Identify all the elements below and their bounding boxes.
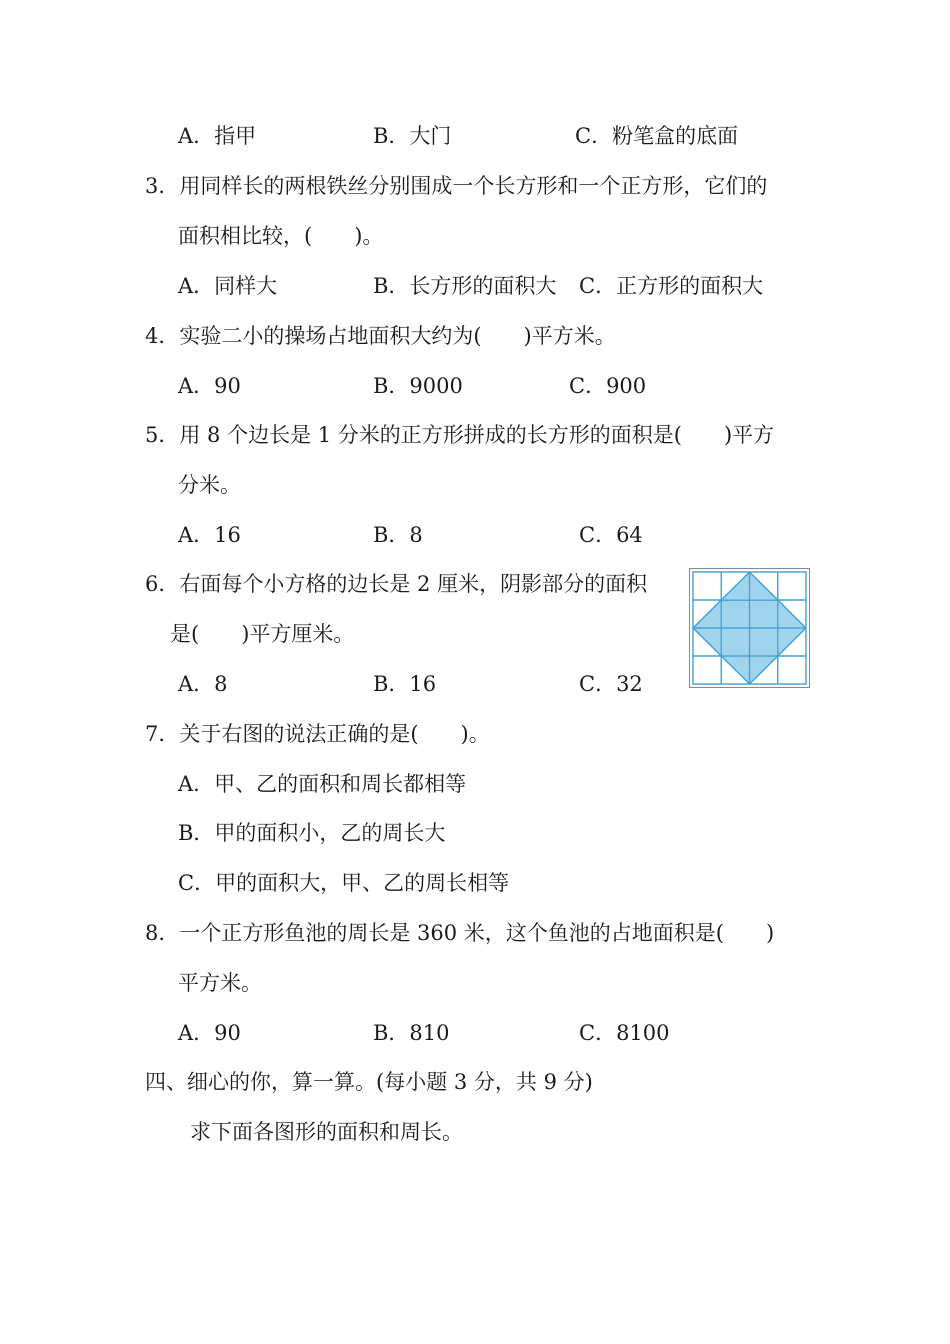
q2-option-c: C．粉笔盒的底面 — [575, 124, 739, 148]
q6-option-a: A．8 — [178, 672, 228, 696]
section4-title: 四、细心的你，算一算。(每小题 3 分，共 9 分) — [145, 1070, 593, 1094]
q2-option-b: B．大门 — [373, 124, 452, 148]
q8-stem-line1: 8．一个正方形鱼池的周长是 360 米，这个鱼池的占地面积是( ) — [145, 921, 775, 945]
q4-option-a: A．90 — [178, 374, 241, 398]
q5-stem-line1: 5．用 8 个边长是 1 分米的正方形拼成的长方形的面积是( )平方 — [145, 423, 775, 447]
q8-option-c: C．8100 — [579, 1021, 670, 1045]
q7-stem: 7．关于右图的说法正确的是( )。 — [145, 722, 490, 746]
q3-stem-line2: 面积相比较，( )。 — [178, 224, 384, 248]
q7-option-c: C．甲的面积大，甲、乙的周长相等 — [178, 871, 510, 895]
q3-option-a: A．同样大 — [178, 274, 278, 298]
q3-option-c: C．正方形的面积大 — [579, 274, 764, 298]
q3-stem-line1: 3．用同样长的两根铁丝分别围成一个长方形和一个正方形，它们的 — [145, 174, 768, 198]
section4-instruction: 求下面各图形的面积和周长。 — [190, 1120, 463, 1144]
q4-option-c: C．900 — [569, 374, 647, 398]
q4-option-b: B．9000 — [373, 374, 463, 398]
q5-option-b: B．8 — [373, 523, 423, 547]
q5-option-a: A．16 — [178, 523, 241, 547]
q8-option-b: B．810 — [373, 1021, 450, 1045]
q7-option-b: B．甲的面积小，乙的周长大 — [178, 821, 446, 845]
q6-option-c: C．32 — [579, 672, 643, 696]
q5-stem-line2: 分米。 — [178, 473, 241, 497]
q3-option-b: B．长方形的面积大 — [373, 274, 557, 298]
q8-stem-line2: 平方米。 — [178, 971, 262, 995]
q6-grid-figure — [689, 568, 810, 688]
q6-option-b: B．16 — [373, 672, 437, 696]
q2-option-a: A．指甲 — [178, 124, 257, 148]
q7-option-a: A．甲、乙的面积和周长都相等 — [178, 772, 467, 796]
q4-stem: 4．实验二小的操场占地面积大约为( )平方米。 — [145, 324, 616, 348]
q8-option-a: A．90 — [178, 1021, 241, 1045]
q6-stem-line1: 6．右面每个小方格的边长是 2 厘米，阴影部分的面积 — [145, 572, 648, 596]
q6-stem-line2: 是( )平方厘米。 — [170, 622, 355, 646]
q5-option-c: C．64 — [579, 523, 643, 547]
